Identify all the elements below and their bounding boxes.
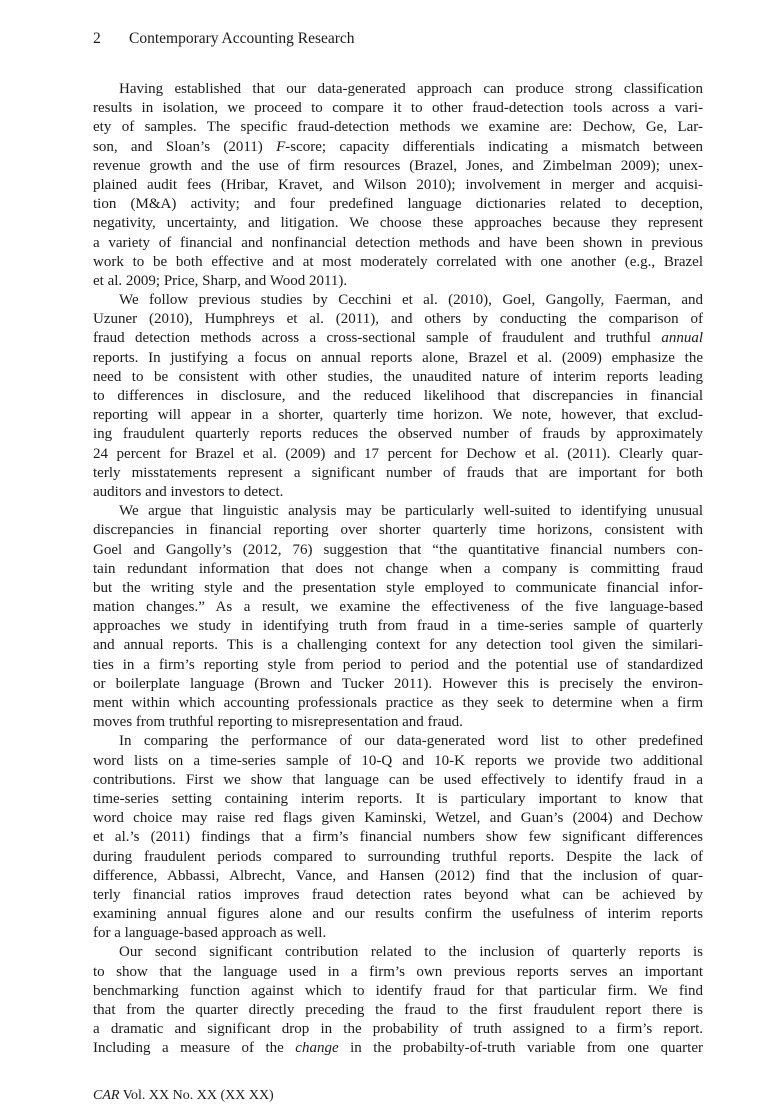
text-segment: for a language-based approach as well. xyxy=(93,925,327,942)
text-line xyxy=(93,867,703,886)
text-line xyxy=(93,636,703,655)
text-segment: terly financial ratios improves fraud detection rates beyond what can be achieved by xyxy=(93,886,703,903)
text-segment: that from the quarter directly preceding the fraud to the first fraudulent report there is xyxy=(93,1002,703,1018)
text-segment: in the probabilty-of-truth variable from one quarter xyxy=(338,1040,703,1057)
text-segment: revenue growth and the use of firm resources (Brazel, Jones, and Zimbelman 2009); unex- xyxy=(93,157,703,174)
text-line xyxy=(93,828,703,847)
text-line xyxy=(93,617,703,636)
text-segment: ing fraudulent quarterly reports reduces the observed number of frauds by approximately xyxy=(93,426,703,443)
text-line xyxy=(93,406,703,425)
text-segment: In comparing the performance of our data-generated word list to other predefined xyxy=(119,733,703,750)
italic-text: annual xyxy=(661,330,703,347)
text-segment: contributions. First we show that language can be used effectively to identify fraud in a xyxy=(93,771,703,788)
text-segment: Including a measure of the xyxy=(93,1040,296,1057)
text-segment: plained audit fees (Hribar, Kravet, and Wilson 2010); involvement in merger and acquisi- xyxy=(93,176,703,193)
text-line xyxy=(93,80,703,99)
text-segment: mation changes.” As a result, we examine the effectiveness of the five language-based xyxy=(93,599,703,616)
text-line xyxy=(93,963,703,982)
text-line xyxy=(93,656,703,675)
text-segment: -score; capacity differentials indicating a mismatch between xyxy=(285,138,703,155)
text-segment: approaches we study in identifying truth from fraud in a time-series sample of quarterly xyxy=(93,618,703,635)
text-line xyxy=(93,752,703,771)
text-line xyxy=(93,387,703,406)
text-segment: to show that the language used in a firm’s own previous reports serves an important xyxy=(93,963,703,980)
text-segment: Uzuner (2010), Humphreys et al. (2011), and others by conducting the comparison of xyxy=(93,311,703,328)
text-line xyxy=(93,771,703,790)
volume-info: Vol. XX No. XX (XX XX) xyxy=(122,1088,274,1103)
text-segment: discrepancies in financial reporting over shorter quarterly time horizons, consistent with xyxy=(93,522,703,539)
text-line xyxy=(93,924,703,943)
text-line xyxy=(93,675,703,694)
text-segment: a variety of financial and nonfinancial detection methods and have been shown in previous xyxy=(93,234,703,251)
text-line xyxy=(93,99,703,118)
text-segment: negativity, uncertainty, and litigation. We choose these approaches because they represent xyxy=(93,215,703,232)
text-line xyxy=(93,1020,703,1039)
text-line xyxy=(93,195,703,214)
text-line xyxy=(93,118,703,137)
text-line xyxy=(93,329,703,348)
journal-title: Contemporary Accounting Research xyxy=(129,30,355,47)
text-line xyxy=(93,483,703,502)
text-segment: moves from truthful reporting to misrepresentation and fraud. xyxy=(93,714,463,731)
text-line xyxy=(93,445,703,464)
running-footer xyxy=(93,1088,274,1104)
text-line xyxy=(93,694,703,713)
text-segment: difference, Abbassi, Albrecht, Vance, and Hansen (2012) find that the inclusion of quar- xyxy=(93,867,703,884)
paragraph xyxy=(93,80,703,291)
text-segment: ety of samples. The specific fraud-detection methods we examine are: Dechow, Ge, Lar- xyxy=(93,119,703,136)
text-line xyxy=(93,214,703,233)
body-text xyxy=(93,80,703,1059)
text-segment: word lists on a time-series sample of 10-Q and 10-K reports we provide two additional xyxy=(93,752,703,769)
text-line xyxy=(93,713,703,732)
text-segment: benchmarking function against which to identify fraud for that particular firm. We find xyxy=(93,982,703,999)
text-line xyxy=(93,272,703,291)
text-line xyxy=(93,809,703,828)
text-line xyxy=(93,886,703,905)
text-line xyxy=(93,521,703,540)
text-segment: reports. In justifying a focus on annual reports alone, Brazel et al. (2009) emphasize the xyxy=(93,349,703,366)
text-segment: We argue that linguistic analysis may be particularly well-suited to identifying unusual xyxy=(119,503,703,520)
text-line xyxy=(93,1039,703,1058)
text-segment: et al.’s (2011) findings that a firm’s financial numbers show few significant differences xyxy=(93,829,703,846)
text-segment: word choice may raise red flags given Kaminski, Wetzel, and Guan’s (2004) and Dechow xyxy=(93,810,703,827)
text-segment: ment within which accounting professionals practice as they seek to determine when a firm xyxy=(93,695,703,711)
text-line xyxy=(93,138,703,157)
text-segment: Goel and Gangolly’s (2012, 76) suggestion that “the quantitative financial numbers con- xyxy=(93,541,703,558)
italic-text: F xyxy=(276,138,286,155)
text-line xyxy=(93,982,703,1001)
text-line xyxy=(93,291,703,310)
text-segment: Our second significant contribution related to the inclusion of quarterly reports is xyxy=(119,944,703,961)
text-line xyxy=(93,598,703,617)
text-line xyxy=(93,368,703,387)
text-segment: son, and Sloan’s (2011) xyxy=(93,138,277,155)
text-line xyxy=(93,579,703,598)
text-segment: or boilerplate language (Brown and Tucker 2011). However this is precisely the environ- xyxy=(93,675,703,692)
text-segment: need to be consistent with other studies, the unaudited nature of interim reports leading xyxy=(93,368,703,385)
text-line xyxy=(93,1001,703,1020)
text-line xyxy=(93,732,703,751)
text-segment: Having established that our data-generated approach can produce strong classification xyxy=(119,81,703,97)
text-segment: fraud detection methods across a cross-sectional sample of fraudulent and truthful xyxy=(93,330,662,347)
text-segment: 24 percent for Brazel et al. (2009) and 17 percent for Dechow et al. (2011). Clearly quar- xyxy=(93,445,703,462)
text-line xyxy=(93,464,703,483)
text-segment: to differences in disclosure, and the reduced likelihood that discrepancies in financial xyxy=(93,388,703,404)
text-line xyxy=(93,157,703,176)
text-line xyxy=(93,848,703,867)
text-line xyxy=(93,425,703,444)
text-segment: auditors and investors to detect. xyxy=(93,483,284,500)
paragraph xyxy=(93,943,703,1058)
text-line xyxy=(93,541,703,560)
text-segment: We follow previous studies by Cecchini et al. (2010), Goel, Gangolly, Faerman, and xyxy=(119,292,703,309)
paragraph xyxy=(93,502,703,732)
text-segment: time-series setting containing interim reports. It is particulary important to know that xyxy=(93,790,703,807)
italic-text: change xyxy=(295,1040,339,1057)
text-line xyxy=(93,560,703,579)
text-segment: tion (M&A) activity; and four predefined language dictionaries related to deception, xyxy=(93,196,703,213)
text-line xyxy=(93,176,703,195)
text-segment: terly misstatements represent a significant number of frauds that are important for both xyxy=(93,464,703,481)
text-line xyxy=(93,234,703,253)
text-line xyxy=(93,502,703,521)
text-segment: tain redundant information that does not change when a company is committing fraud xyxy=(93,560,703,577)
journal-abbrev: CAR xyxy=(93,1088,120,1103)
text-line xyxy=(93,310,703,329)
page-number: 2 xyxy=(93,30,101,47)
running-header xyxy=(93,30,355,48)
paragraph xyxy=(93,732,703,943)
text-segment: reporting will appear in a shorter, quarterly time horizon. We note, however, that exclud- xyxy=(93,407,703,424)
text-segment: a dramatic and significant drop in the probability of truth assigned to a firm’s report. xyxy=(93,1021,703,1038)
text-segment: and annual reports. This is a challenging context for any detection tool given the similari- xyxy=(93,637,703,654)
text-segment: work to be both effective and at most moderately correlated with one another (e.g., Brazel xyxy=(93,253,703,270)
text-segment: et al. 2009; Price, Sharp, and Wood 2011). xyxy=(93,272,348,289)
text-segment: results in isolation, we proceed to compare it to other fraud-detection tools across a vari- xyxy=(93,100,703,117)
text-line xyxy=(93,790,703,809)
text-line xyxy=(93,943,703,962)
text-line xyxy=(93,905,703,924)
text-line xyxy=(93,253,703,272)
paragraph xyxy=(93,291,703,502)
text-segment: ties in a firm’s reporting style from period to period and the potential use of standardized xyxy=(93,656,703,673)
text-segment: examining annual figures alone and our results confirm the usefulness of interim reports xyxy=(93,906,703,923)
text-segment: but the writing style and the presentation style employed to communicate financial infor- xyxy=(93,579,703,596)
text-line xyxy=(93,349,703,368)
text-segment: during fraudulent periods compared to surrounding truthful reports. Despite the lack of xyxy=(93,848,703,865)
